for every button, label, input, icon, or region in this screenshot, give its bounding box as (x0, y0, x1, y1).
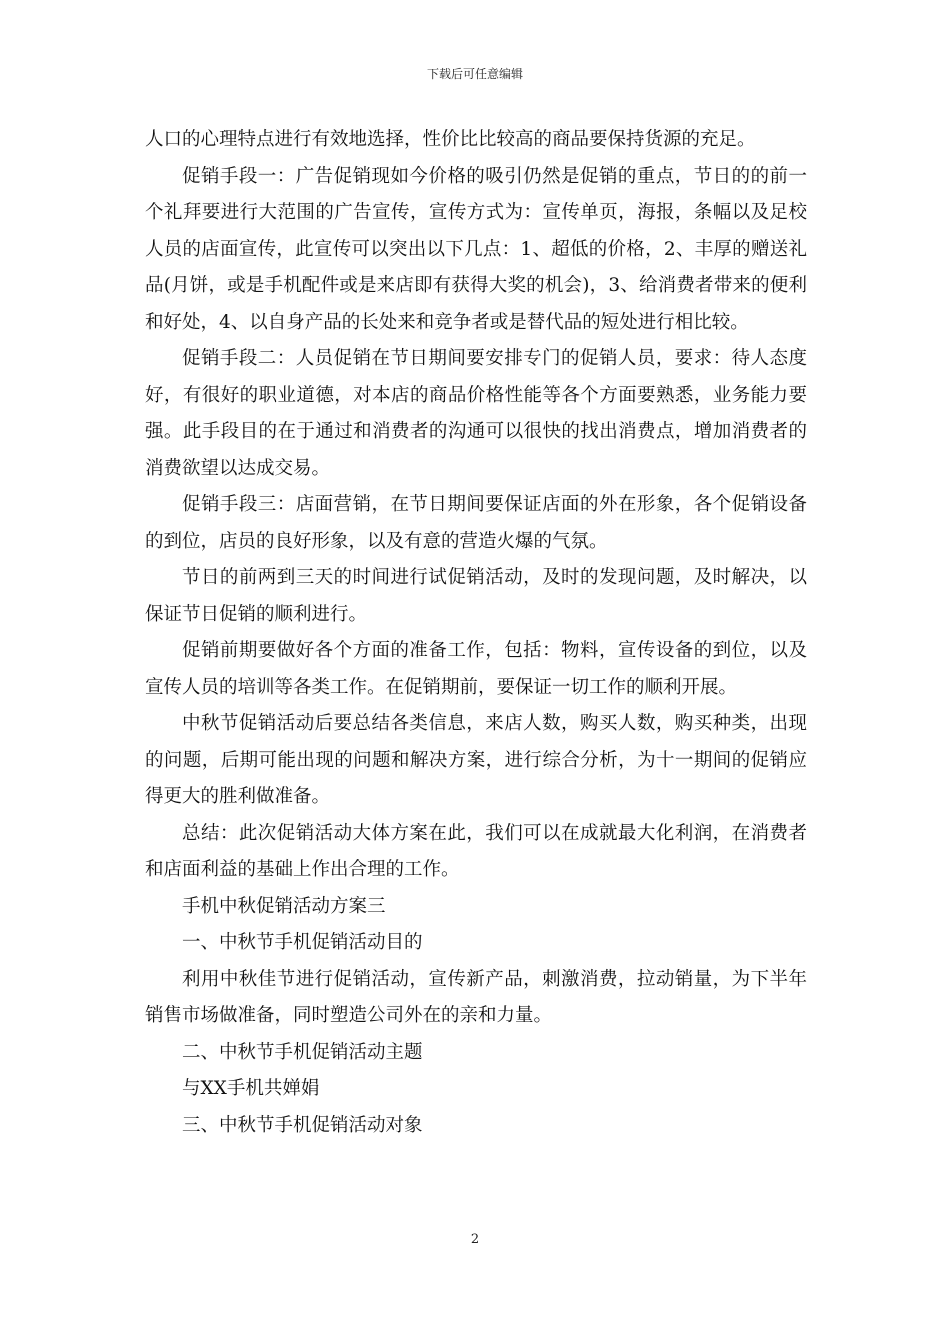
paragraph-trial-promo: 节日的前两到三天的时间进行试促销活动，及时的发现问题，及时解决，以保证节日促销的顺利进行。 (145, 567, 807, 625)
heading-theme: 二、中秋节手机促销活动主题 (182, 1041, 423, 1063)
section-title-plan-3: 手机中秋促销活动方案三 (182, 895, 386, 917)
document-body (145, 122, 807, 1144)
paragraph-preparation: 促销前期要做好各个方面的准备工作，包括：物料，宣传设备的到位，以及宣传人员的培训等各类工作。在促销期前，要保证一切工作的顺利开展。 (145, 640, 807, 698)
paragraph-purpose: 利用中秋佳节进行促销活动，宣传新产品，刺激消费，拉动销量，为下半年销售市场做准备，同时塑造公司外在的亲和力量。 (145, 968, 807, 1026)
paragraph-post-summary: 中秋节促销活动后要总结各类信息，来店人数，购买人数，购买种类，出现的问题，后期可能出现的问题和解决方案，进行综合分析，为十一期间的促销应得更大的胜利做准备。 (145, 713, 807, 807)
heading-target: 三、中秋节手机促销活动对象 (182, 1114, 423, 1136)
paragraph-conclusion: 总结：此次促销活动大体方案在此，我们可以在成就最大化利润，在消费者和店面利益的基础上作出合理的工作。 (145, 822, 807, 880)
paragraph-promo-method-1: 促销手段一：广告促销现如今价格的吸引仍然是促销的重点，节日的的前一个礼拜要进行大范围的广告宣传，宣传方式为：宣传单页，海报，条幅以及足校人员的店面宣传，此宣传可以突出以下几点：1、超低的价格，2、丰厚的赠送礼品(月饼，或是手机配件或是来店即有获得大奖的机会)，3、给消费者带来的便利和好处，4、以自身产品的长处来和竞争者或是替代品的短处进行相比较。 (145, 165, 807, 333)
paragraph-promo-method-2: 促销手段二：人员促销在节日期间要安排专门的促销人员，要求：待人态度好，有很好的职业道德，对本店的商品价格性能等各个方面要熟悉，业务能力要强。此手段目的在于通过和消费者的沟通可以很快的找出消费点，增加消费者的消费欲望以达成交易。 (145, 348, 807, 479)
paragraph-promo-method-3: 促销手段三：店面营销，在节日期间要保证店面的外在形象，各个促销设备的到位，店员的良好形象，以及有意的营造火爆的气氛。 (145, 494, 807, 552)
page-number: 2 (470, 1232, 480, 1247)
page-header: 下载后可任意编辑 (426, 67, 523, 81)
paragraph-continuation: 人口的心理特点进行有效地选择，性价比比较高的商品要保持货源的充足。 (145, 129, 756, 150)
heading-purpose: 一、中秋节手机促销活动目的 (182, 932, 423, 953)
paragraph-theme: 与XX手机共婵娟 (182, 1078, 320, 1099)
